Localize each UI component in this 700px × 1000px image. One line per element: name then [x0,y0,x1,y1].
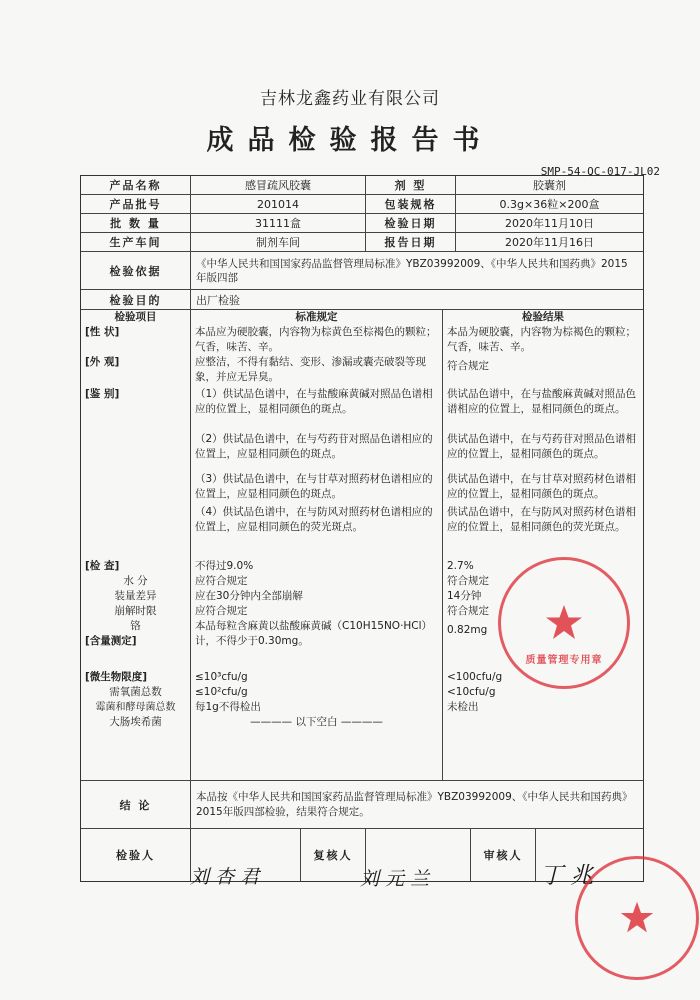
test-date-value: 2020年11月10日 [505,217,594,230]
meijun-res: <10cfu/g [447,686,496,698]
basis-value: 《中华人民共和国国家药品监督管理局标准》YBZ03992009、《中华人民共和国药典》2015年版四部 [196,257,628,284]
reviewer-signature: 刘 元 兰 [360,868,430,890]
report-title: 成品检验报告书 [206,125,494,156]
row-product-name [81,176,643,195]
zhuangliang-std: 应符合规定 [195,575,248,587]
hanliang-std: 本品每粒含麻黄以盐酸麻黄碱（C10H15NO·HCl）计，不得少于0.30mg。 [195,620,433,647]
jianbie-res-2: 供试品色谱中，在与芍药苷对照品色谱相应的位置上，显相同颜色的斑点。 [447,433,636,460]
jianbie-std-1: （1）供试品色谱中，在与盐酸麻黄碱对照品色谱相应的位置上，显相同颜色的斑点。 [195,388,433,415]
quantity-label: 批 数 量 [81,214,191,232]
report-date-value: 2020年11月16日 [505,236,594,249]
weisheng-spacer [191,655,442,670]
document-number: SMP-54-QC-017-JL02 [540,165,660,178]
purpose-value: 出厂检验 [196,293,240,307]
ge-label: 铬 [130,620,141,632]
meijun-std: ≤10²cfu/g [195,686,248,698]
ge-res: 符合规定 [447,605,489,617]
blank-note-text: 以下空白 [295,716,338,728]
bengjie-res: 14分钟 [447,590,482,602]
quality-stamp [498,557,630,689]
stamp-text: 质量管理专用章 [525,655,603,666]
waiguan-label: [外 观] [85,356,120,368]
shuifen-label: 水 分 [123,575,148,587]
dachang-label: 大肠埃希菌 [109,716,162,728]
quality-stamp-2 [575,856,699,980]
approver-signature: 丁 兆 [540,863,594,889]
jianbie-res-3: 供试品色谱中，在与甘草对照药材色谱相应的位置上，显相同颜色的斑点。 [447,473,636,500]
conclusion-label: 结 论 [81,781,191,828]
row-basis [81,252,643,290]
jiancha-label: [检 查] [85,560,120,572]
meijun-label: 霉菌和酵母菌总数 [95,702,176,713]
approver-label: 审核人 [471,829,536,881]
row-batch [81,195,643,214]
product-name-label: 产品名称 [81,176,191,194]
waiguan-std: 应整洁，不得有黏结、变形、渗漏或囊壳破裂等现象，并应无异臭。 [195,356,426,383]
dachang-res: 未检出 [447,701,479,713]
company-name: 吉林龙鑫药业有限公司 [260,89,440,109]
basis-label: 检验依据 [81,252,191,289]
batch-label: 产品批号 [81,195,191,213]
jianbie-res-1: 供试品色谱中，在与盐酸麻黄碱对照品色谱相应的位置上，显相同颜色的斑点。 [447,388,636,415]
weisheng-label: [微生物限度] [85,671,148,683]
stamp-star-icon-2 [619,900,655,936]
product-name-value: 感冒疏风胶囊 [191,176,366,194]
jianbie-label: [鉴 别] [85,388,120,400]
xuyang-res: <100cfu/g [447,671,503,683]
row-purpose [81,290,643,310]
ge-std: 应符合规定 [195,605,248,617]
blank-note: ———— 以下空白 ———— [250,716,383,728]
result-column [443,310,643,780]
workshop-value: 制剂车间 [191,233,366,251]
res-header: 检验结果 [522,311,564,323]
test-items-section [81,310,643,781]
xingzhuang-std: 本品应为硬胶囊，内容物为棕黄色至棕褐色的颗粒；气香，味苦、辛。 [195,326,437,353]
shuifen-std: 不得过9.0% [195,560,254,572]
tester-label: 检验人 [81,829,191,881]
dachang-std: 每1g不得检出 [195,701,261,713]
pack-label: 包装规格 [366,195,456,213]
purpose-label: 检验目的 [81,290,191,309]
quantity-value: 31111盒 [191,214,366,232]
std-header: 标准规定 [295,311,338,323]
tester-signature: 刘 杏 君 [190,866,260,888]
row-workshop [81,233,643,252]
pack-value: 0.3g×36粒×200盒 [499,198,600,211]
jianbie-res-4: 供试品色谱中，在与防风对照药材色谱相应的位置上，显相同颜色的荧光斑点。 [447,506,636,533]
test-date-label: 检验日期 [366,214,456,232]
xingzhuang-label: [性 状] [85,326,120,338]
zhuangliang-res: 符合规定 [447,575,489,587]
dosage-label: 剂 型 [366,176,456,194]
conclusion-text: 本品按《中华人民共和国国家药品监督管理局标准》YBZ03992009、《中华人民共和国药典》2015年版四部检验，结果符合规定。 [196,790,633,818]
xuyang-label: 需氧菌总数 [109,686,162,698]
report-date-label: 报告日期 [366,233,456,251]
bengjie-std: 应在30分钟内全部崩解 [195,590,303,602]
shuifen-res: 2.7% [447,560,474,572]
xingzhuang-res: 本品为硬胶囊，内容物为棕褐色的颗粒；气香，味苦、辛。 [447,326,636,353]
stamp-star-icon [544,603,584,643]
zhuangliang-label: 装量差异 [114,590,157,602]
xuyang-std: ≤10³cfu/g [195,671,248,683]
workshop-label: 生产车间 [81,233,191,251]
item-column [81,310,191,780]
item-header: 检验项目 [114,311,157,323]
jianbie-std-4: （4）供试品色谱中，在与防风对照药材色谱相应的位置上，应显相同颜色的荧光斑点。 [195,506,433,533]
hanliang-label: [含量测定] [85,635,137,647]
jianbie-std-2: （2）供试品色谱中，在与芍药苷对照品色谱相应的位置上，应显相同颜色的斑点。 [195,433,433,460]
hanliang-res: 0.82mg [447,624,488,636]
batch-value: 201014 [191,195,366,213]
row-quantity [81,214,643,233]
waiguan-res: 符合规定 [447,360,489,372]
report-table [80,175,644,882]
dosage-value: 胶囊剂 [533,179,566,192]
jianbie-std-3: （3）供试品色谱中，在与甘草对照药材色谱相应的位置上，应显相同颜色的斑点。 [195,473,433,500]
reviewer-label: 复核人 [301,829,366,881]
standard-column [191,310,443,780]
bengjie-label: 崩解时限 [114,605,157,617]
row-conclusion [81,781,643,829]
